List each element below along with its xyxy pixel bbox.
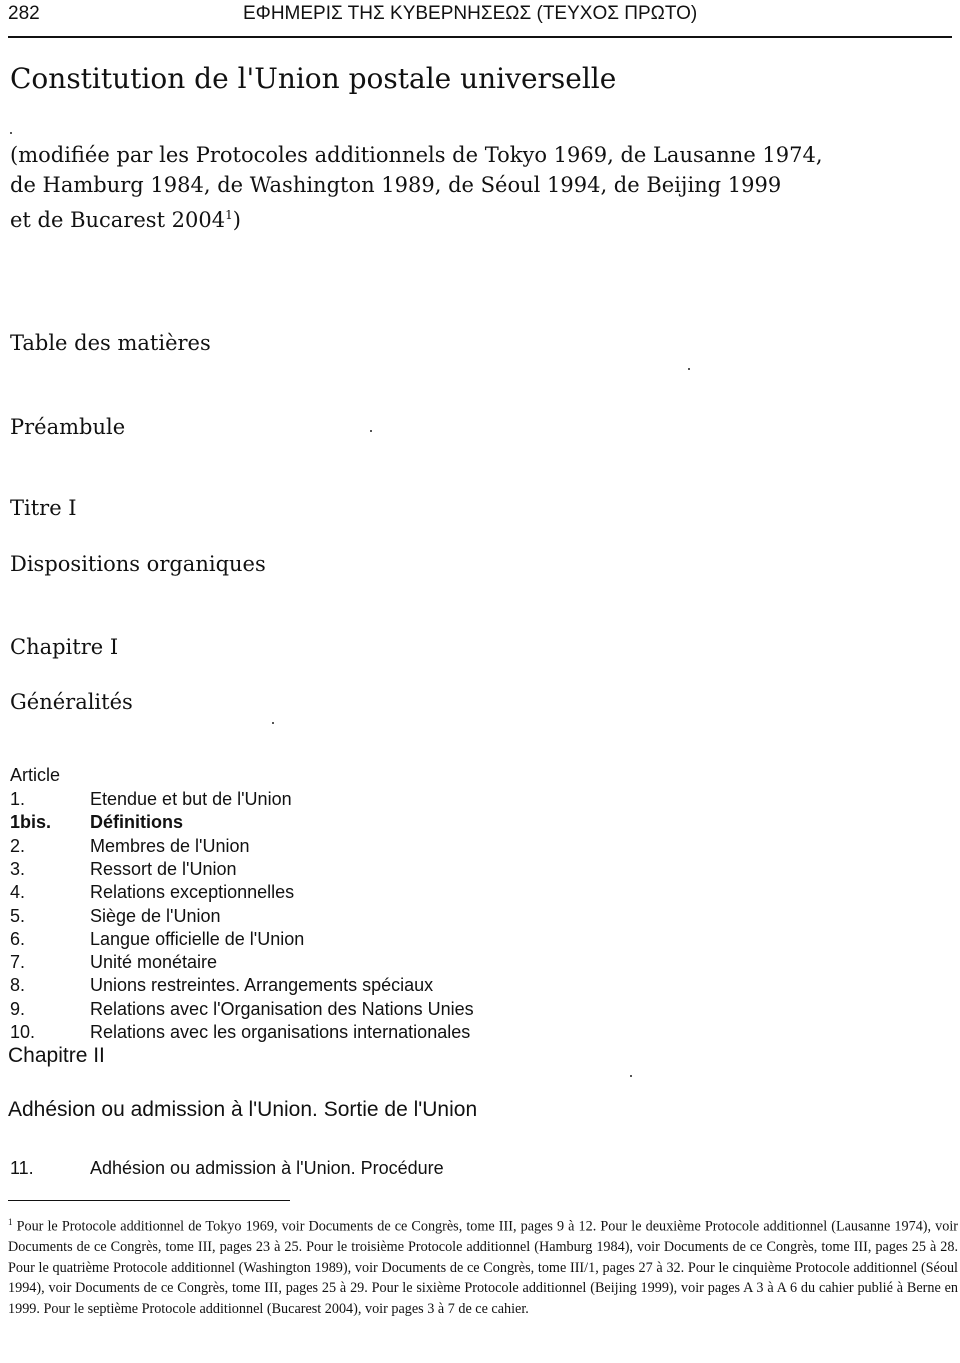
article-number: 5. [10, 905, 26, 926]
subtitle-close-paren: ) [232, 208, 241, 232]
article-row [10, 929, 304, 950]
article-title: Relations avec l'Organisation des Nations Unies [90, 998, 474, 1019]
article-number: 1bis. [10, 812, 52, 833]
article-number: 3. [10, 858, 26, 879]
toc-heading: Table des matières [10, 331, 211, 355]
article-title: Ressort de l'Union [90, 858, 237, 879]
article-number: 10. [10, 1022, 36, 1042]
article-title: Adhésion ou admission à l'Union. Procédure [90, 1158, 444, 1178]
subtitle-line-3 [10, 200, 823, 235]
title-i-heading: Titre I [10, 496, 77, 520]
article-title: Relations exceptionnelles [90, 882, 295, 903]
article-label: Article [10, 765, 61, 785]
article-title: Membres de l'Union [90, 835, 250, 856]
article-number: 6. [10, 928, 26, 949]
article-title: Langue officielle de l'Union [90, 928, 305, 949]
article-number: 1. [10, 789, 26, 809]
subtitle-line-1: (modifiée par les Protocoles additionnels de Tokyo 1969, de Lausanne 1974, [10, 143, 823, 167]
article-row [10, 1022, 470, 1043]
article-number: 4. [10, 882, 26, 903]
footnote-reference: 1 [225, 208, 233, 222]
chapter-ii-heading: Chapitre II [8, 1044, 105, 1067]
subtitle-line-3-text: et de Bucarest 2004 [10, 208, 226, 232]
chapter-i-heading: Chapitre I [10, 635, 119, 659]
footnote-text: Pour le Protocole additionnel de Tokyo 1969, voir Documents de ce Congrès, tome III, pages 9 à 12. Pour le deuxième Protocole additionnel (Lausanne 1974), voir Documents de ce Congrès, tome III, pages 23 à 25. Pour le troisième Protocole additionnel (Hamburg 1984), voir Documents de ce Congrès, tome III, pages 25 à 28. Pour le quatrième Protocole additionnel (Washington 1989), voir Documents de ce Congrès, tome III/1, pages 27 à 32. Pour le cinquième Protocole additionnel (Séoul 1994), voir Documents de ce Congrès, tome III, pages 25 à 29. Pour le sixième Protocole additionnel (Beijing 1999), voir pages A 3 à A 6 du cahier publié à Berne en 1999. Pour le septième Protocole additionnel (Bucarest 2004), voir pages 3 à 7 de ce cahier. [8, 1218, 959, 1317]
article-11-row [10, 1158, 444, 1179]
document-title: Constitution de l'Union postale universelle [10, 62, 617, 95]
chapter-i-name: Généralités [10, 690, 133, 714]
article-title: Relations avec les organisations internationales [90, 1022, 471, 1042]
document-subtitle [10, 140, 823, 235]
footnote-divider [8, 1200, 290, 1201]
article-number: 9. [10, 998, 26, 1019]
page-number: 282 [8, 3, 40, 24]
article-title: Unité monétaire [90, 952, 218, 973]
header-divider [8, 36, 952, 38]
scan-speck [10, 132, 12, 134]
footnote [8, 1212, 958, 1319]
scan-speck [272, 722, 274, 724]
article-number: 2. [10, 835, 26, 856]
article-row [10, 906, 221, 927]
article-row [10, 789, 292, 810]
subtitle-line-2: de Hamburg 1984, de Washington 1989, de Séoul 1994, de Beijing 1999 [10, 173, 782, 197]
article-row [10, 975, 433, 996]
article-row [10, 836, 250, 857]
preamble-heading: Préambule [10, 415, 126, 439]
article-number: 7. [10, 952, 26, 973]
scan-speck [630, 1075, 632, 1077]
article-title: Unions restreintes. Arrangements spéciaux [90, 975, 434, 996]
journal-title: ΕΦΗΜΕΡΙΣ ΤΗΣ ΚΥΒΕΡΝΗΣΕΩΣ (ΤΕΥΧΟΣ ΠΡΩΤΟ) [243, 3, 698, 24]
title-i-name: Dispositions organiques [10, 552, 266, 576]
article-number: 11. [10, 1158, 34, 1178]
article-title: Etendue et but de l'Union [90, 789, 292, 809]
article-number: 8. [10, 975, 26, 996]
article-row [10, 859, 237, 880]
scan-speck [370, 430, 372, 432]
article-title: Définitions [90, 812, 183, 833]
footnote-mark: 1 [8, 1217, 13, 1227]
article-row [10, 952, 217, 973]
article-row [10, 812, 183, 833]
scan-speck [688, 368, 690, 370]
article-row [10, 999, 474, 1020]
article-title: Siège de l'Union [90, 905, 221, 926]
chapter-ii-name: Adhésion ou admission à l'Union. Sortie de l'Union [8, 1098, 478, 1121]
article-row [10, 882, 294, 903]
